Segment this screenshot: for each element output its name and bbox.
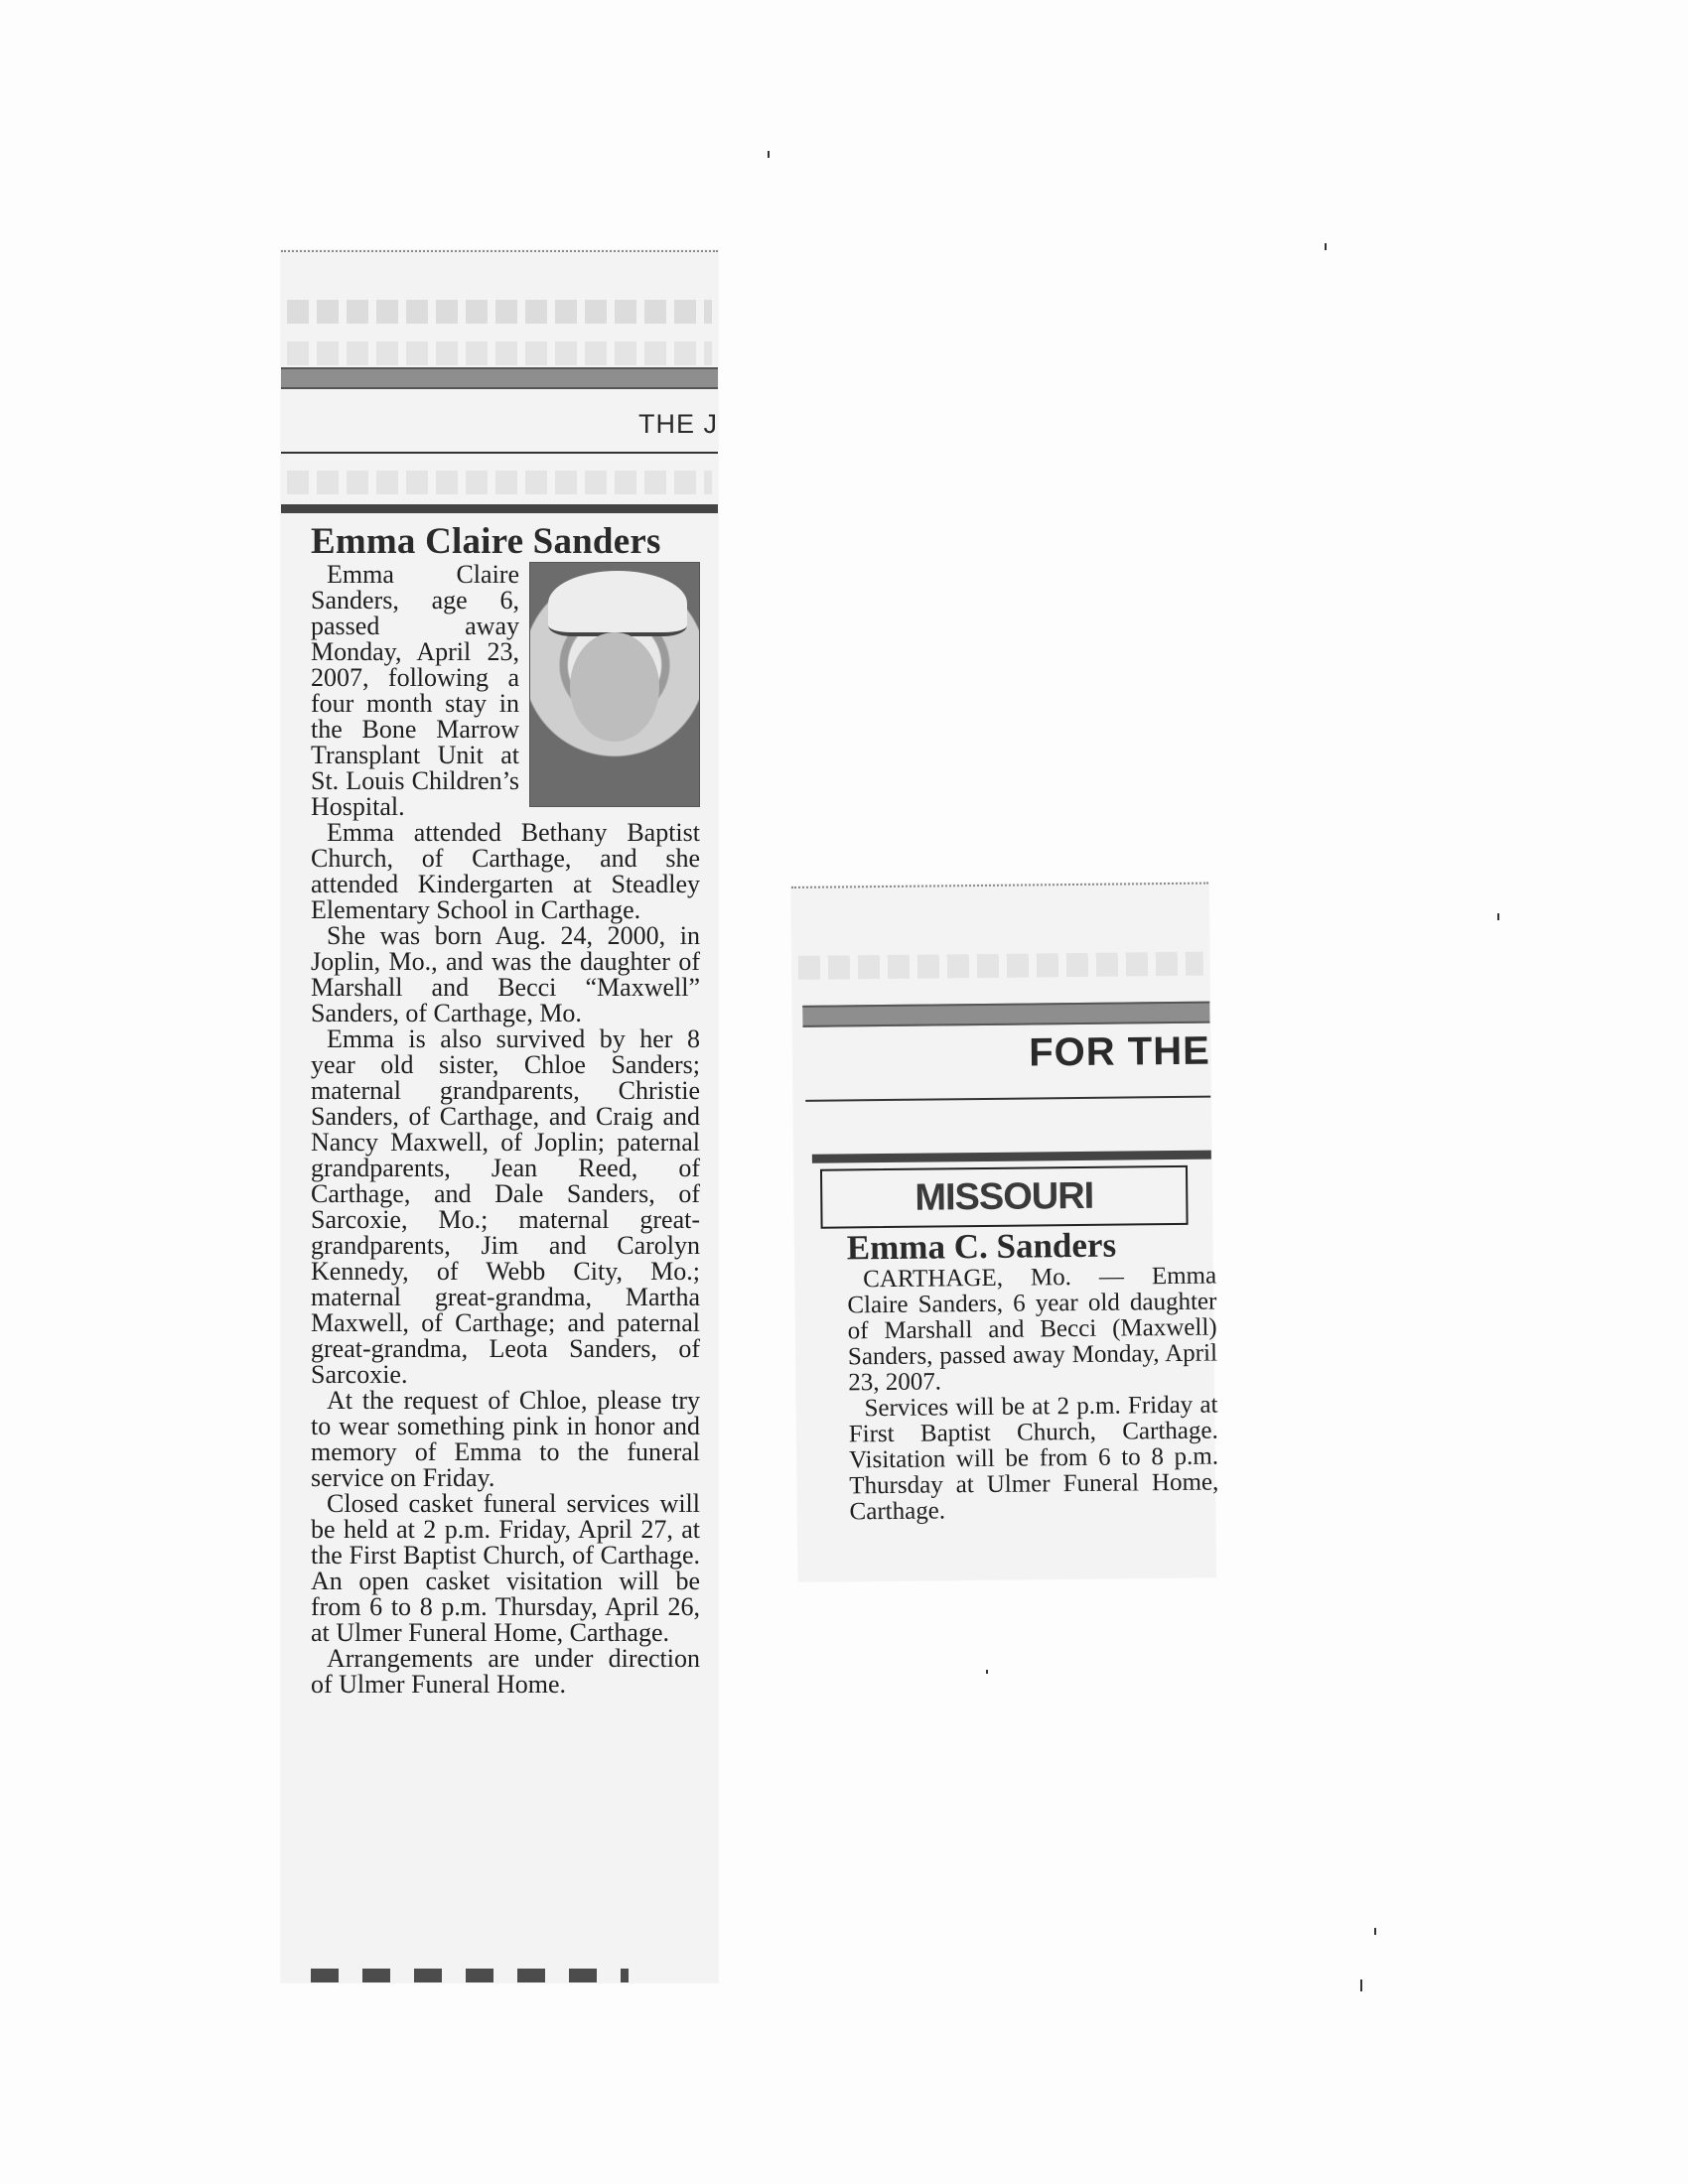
scan-speck <box>1497 913 1499 920</box>
section-label-box: MISSOURI <box>820 1165 1189 1229</box>
cut-off-next-headline <box>311 1969 629 1982</box>
masthead-fragment: THE J <box>638 409 718 439</box>
obituary-body <box>311 562 700 1698</box>
paragraph-services: Services will be at 2 p.m. Friday at First Baptist Church, Carthage. Visitation will be from 6 to 8 p.m. Thursday at Ulmer Funeral Home, Carthage. <box>848 1391 1219 1526</box>
lead-text: Emma Claire Sanders, age 6, passed away Monday, April 23, 2007, following a four month stay in the Bone Marrow Transplant Unit at St. Louis Children’s Hospital. <box>311 560 519 821</box>
scan-speck <box>1374 1928 1376 1935</box>
obituary-title: Emma C. Sanders <box>846 1225 1117 1268</box>
paragraph-church: Emma attended Bethany Baptist Church, of Carthage, and she attended Kindergarten at Steadley Elementary School in Carthage. <box>311 818 700 924</box>
paragraph-request: At the request of Chloe, please try to wear something pink in honor and memory of Emma to the funeral service on Friday. <box>311 1386 700 1492</box>
paragraph-arrangements: Arrangements are under direction of Ulmer Funeral Home. <box>311 1644 700 1699</box>
obituary-title: Emma Claire Sanders <box>311 521 661 562</box>
cowboy-hat-shape <box>548 571 687 636</box>
paragraph-services: Closed casket funeral services will be held at 2 p.m. Friday, April 27, at the First Baptist Church, of Carthage. An open casket visitation will be from 6 to 8 p.m. Thursday, April 26, at Ulmer Funeral Home, Carthage. <box>311 1489 700 1647</box>
section-rule <box>281 504 718 513</box>
section-rule <box>812 1151 1211 1163</box>
paragraph-survivors: Emma is also survived by her 8 year old sister, Chloe Sanders; maternal grandparents, Christie Sanders, of Carthage, and Craig and Nancy Maxwell, of Joplin; paternal grandparents, Jean Reed, of Carthage, and Dale Sanders, of Sarcoxie, Mo.; maternal great-grandparents, Jim and Carolyn Kennedy, of Webb City, Mo.; maternal great-grandma, Martha Maxwell, of Carthage; and paternal great-grandma, Leota Sanders, of Sarcoxie. <box>311 1024 700 1389</box>
scan-speck <box>986 1670 988 1674</box>
torn-edge <box>791 883 1208 892</box>
paragraph-birth: She was born Aug. 24, 2000, in Joplin, Mo., and was the daughter of Marshall and Becci “Maxwell” Sanders, of Carthage, Mo. <box>311 921 700 1027</box>
header-band <box>802 1002 1209 1027</box>
faded-text-strip <box>287 341 712 365</box>
portrait-photo <box>529 562 700 807</box>
scan-speck <box>768 151 770 158</box>
obituary-clipping-short <box>791 883 1219 1581</box>
faded-text-strip <box>287 300 712 324</box>
obituary-lead <box>311 562 700 820</box>
paragraph-notice: CARTHAGE, Mo. — Emma Claire Sanders, 6 year old daughter of Marshall and Becci (Maxwell) Sanders, passed away Monday, April 23, 2007. <box>847 1262 1218 1397</box>
header-rule <box>805 1096 1210 1102</box>
obituary-clipping-full <box>281 250 718 1982</box>
header-rule <box>281 452 718 454</box>
masthead-fragment: FOR THE <box>1028 1028 1210 1075</box>
scan-speck <box>1360 1979 1362 1991</box>
faded-text-strip <box>798 952 1203 980</box>
header-band <box>281 367 718 389</box>
torn-edge <box>281 250 718 256</box>
obituary-body <box>847 1264 1219 1526</box>
scan-speck <box>1325 243 1327 250</box>
face-shape <box>570 632 659 742</box>
faded-text-strip <box>287 471 712 494</box>
